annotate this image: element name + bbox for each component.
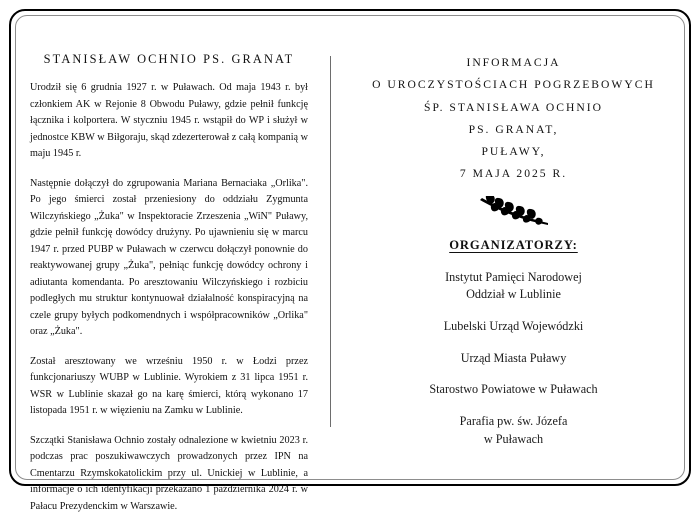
organizer-item <box>357 350 670 368</box>
heading-line: INFORMACJA <box>466 56 561 69</box>
biography-paragraph: Następnie dołączył do zgrupowania Mariana Bernaciaka „Orlika". Po jego śmierci został przeniesiony do oddziału Zygmunta Wilczyńskiego „Żuka" w Inspektoracie Zrzeszenia „WiN" Puławy, gdzie pełnił funkcję dowódcy drużyny. Po ujawnieniu się w marcu 1947 r. przed PUBP w Puławach w czerwcu dołączył ponownie do reaktywowanej grupy „Żuka", pełniąc funkcję dowódcy ochrony i adiutanta komendanta. Po aresztowaniu Wilczyńskiego i rozbiciu podległych mu struktur kontynuował działalność konspiracyjną na czele grupy byłych podkomendnych i współpracowników „Orlika" oraz „Żuka". <box>30 177 308 338</box>
organizer-line: Starostwo Powiatowe w Puławach <box>429 382 598 397</box>
heading-line: O UROCZYSTOŚCIACH POGRZEBOWYCH <box>372 78 655 92</box>
heading-line: ŚP. STANISŁAWA OCHNIO <box>424 100 603 114</box>
organizers-list <box>357 269 670 449</box>
organizer-line: Urząd Miasta Puławy <box>460 350 567 365</box>
organizer-item <box>357 413 670 448</box>
biography-paragraph: Został aresztowany we wrześniu 1950 r. w Łodzi przez funkcjonariuszy WUBP w Lublinie. Wyrokiem z 31 lipca 1951 r. WSR w Lublinie skazał go na karę śmierci, którą wykonano 17 listopada 1951 r. w więzieniu na Zamku w Lublinie. <box>30 355 308 417</box>
organizer-item <box>357 381 670 399</box>
biography-paragraph: Urodził się 6 grudnia 1927 r. w Puławach. Od maja 1943 r. był członkiem AK w Rejonie 8 Obwodu Puławy, gdzie pełnił funkcję łącznika i kolportera. W styczniu 1945 r. wstąpił do WP i służył w jednostce KBW w Biłgoraju, skąd zdezerterował z całą kompanią w maju 1945 r. <box>30 82 308 160</box>
organizer-line: Lubelski Urząd Wojewódzki <box>443 318 584 333</box>
biography-column <box>30 52 330 512</box>
organizer-line: w Puławach <box>483 431 544 446</box>
organizer-item <box>357 318 670 336</box>
heading-line: 7 MAJA 2025 R. <box>459 167 568 181</box>
heading-line: PS. GRANAT, <box>468 122 559 136</box>
organizer-item <box>357 269 670 304</box>
biography-title: STANISŁAW OCHNIO PS. GRANAT <box>43 52 295 66</box>
organizer-line: Instytut Pamięci Narodowej <box>445 269 582 284</box>
organizer-line: Oddział w Lublinie <box>466 287 561 302</box>
organizers-label: ORGANIZATORZY: <box>449 237 578 252</box>
heading-line: PUŁAWY, <box>481 145 546 158</box>
biography-paragraph: Szczątki Stanisława Ochnio zostały odnalezione w kwietniu 2023 r. podczas prac poszukiwawczych prowadzonych przez IPN na Cmentarzu Rzymskokatolickim przy ul. Unickiej w Lublinie, a informacje o ich identyfikacji przekazano 1 października 2024 r. w Pałacu Prezydenckim w Warszawie. <box>30 434 308 512</box>
laurel-branch-icon <box>357 196 670 230</box>
organizer-line: Parafia pw. św. Józefa <box>459 413 568 428</box>
announcement-column <box>331 52 670 465</box>
announcement-heading <box>357 52 670 186</box>
